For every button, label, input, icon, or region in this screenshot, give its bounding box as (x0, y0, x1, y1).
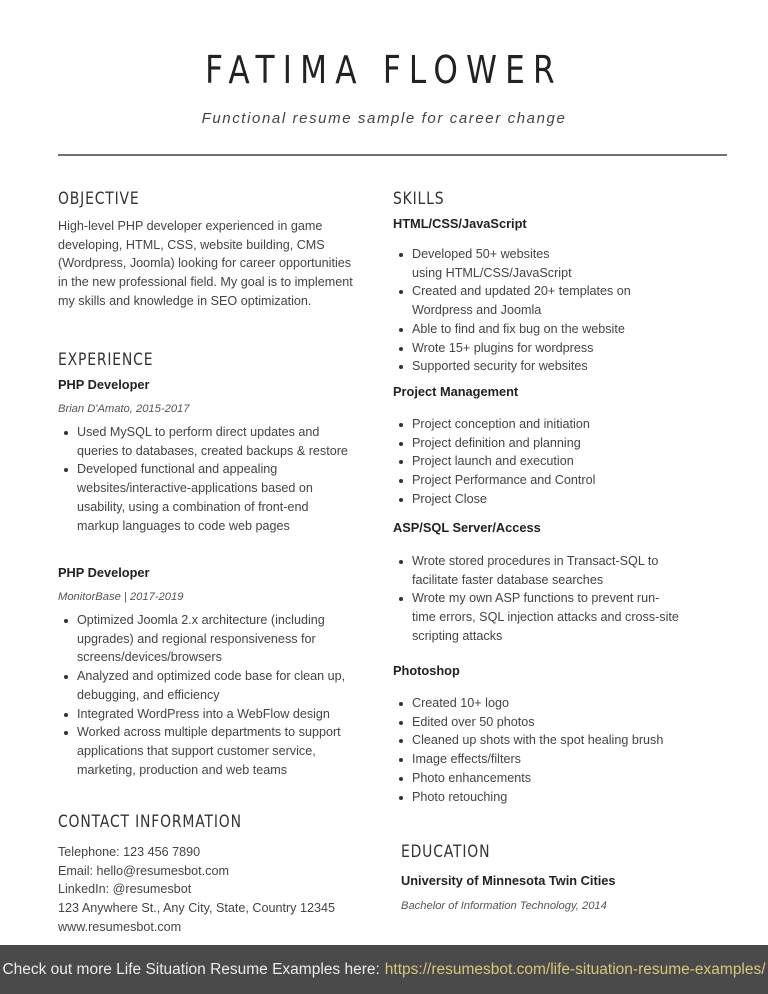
header-divider (58, 154, 727, 156)
skill-bullet: Created and updated 20+ templates on Wordpress and Joomla (393, 282, 683, 319)
skill-bullet: Photo retouching (393, 788, 713, 807)
contact-telephone: Telephone: 123 456 7890 (58, 845, 201, 859)
skill-bullet: Project Close (393, 490, 693, 509)
skill-bullet: Photo enhancements (393, 769, 713, 788)
experience-heading: EXPERIENCE (58, 350, 154, 370)
skill-bullet: Edited over 50 photos (393, 713, 713, 732)
skill-bullet: Project Performance and Control (393, 471, 693, 490)
resume-subtitle: Functional resume sample for career change (201, 110, 567, 127)
job-bullet: Used MySQL to perform direct updates and queries to databases, created backups & restore (58, 423, 348, 460)
job-title: PHP Developer (58, 377, 150, 392)
skill-bullets (393, 245, 683, 376)
job-bullet: Worked across multiple departments to support applications that support customer service, marketing, production and web teams (58, 723, 353, 779)
skill-bullet: Created 10+ logo (393, 694, 713, 713)
contact-address: 123 Anywhere St., Any City, State, Country 12345 (58, 901, 335, 916)
skill-bullet: Able to find and fix bug on the website (393, 320, 683, 339)
education-school: University of Minnesota Twin Cities (401, 873, 616, 888)
job-bullets (58, 611, 353, 779)
contact-linkedin[interactable]: LinkedIn: @resumesbot (58, 882, 192, 897)
skill-bullet: Project launch and execution (393, 452, 693, 471)
job-title: PHP Developer (58, 565, 150, 580)
education-degree: Bachelor of Information Technology, 2014 (401, 900, 607, 912)
skill-bullet: Developed 50+ websites using HTML/CSS/JavaScript (393, 245, 683, 282)
skill-bullet: Wrote 15+ plugins for wordpress (393, 339, 683, 358)
skill-bullets (393, 694, 713, 806)
skill-bullet: Project definition and planning (393, 434, 693, 453)
objective-heading: OBJECTIVE (58, 189, 140, 209)
skill-bullets (393, 415, 693, 509)
skill-group-title: Project Management (393, 384, 519, 399)
skill-bullet: Cleaned up shots with the spot healing brush (393, 731, 713, 750)
job-bullet: Optimized Joomla 2.x architecture (including upgrades) and regional responsiveness for screens/devices/browsers (58, 611, 353, 667)
skill-bullet: Wrote my own ASP functions to prevent run-time errors, SQL injection attacks and cross-site scripting attacks (393, 589, 683, 645)
job-bullet: Analyzed and optimized code base for clean up, debugging, and efficiency (58, 667, 353, 704)
job-company-dates: MonitorBase | 2017-2019 (58, 591, 184, 603)
job-bullets (58, 423, 348, 535)
contact-heading: CONTACT INFORMATION (58, 812, 242, 832)
skill-group-title: ASP/SQL Server/Access (393, 520, 541, 535)
skill-bullet: Wrote stored procedures in Transact-SQL to facilitate faster database searches (393, 552, 683, 589)
objective-text: High-level PHP developer experienced in game developing, HTML, CSS, website building, CMS (Wordpress, Joomla) looking for career opportunities in the new professional field. My goal is to implement my skills and knowledge in SEO optimization. (58, 219, 353, 308)
skill-group-title: Photoshop (393, 663, 460, 678)
contact-website[interactable]: www.resumesbot.com (58, 919, 182, 934)
footer-banner (0, 945, 768, 994)
footer-link[interactable]: https://resumesbot.com/life-situation-resume-examples/ (384, 960, 766, 978)
contact-email[interactable]: Email: hello@resumesbot.com (58, 863, 229, 878)
job-company-dates: Brian D'Amato, 2015-2017 (58, 403, 190, 415)
skill-bullet: Supported security for websites (393, 357, 683, 376)
candidate-name: FATIMA FLOWER (205, 48, 563, 92)
skills-heading: SKILLS (393, 189, 445, 209)
contact-lines (58, 843, 335, 937)
skill-group-title: HTML/CSS/JavaScript (393, 216, 527, 231)
job-bullet: Developed functional and appealing websites/interactive-applications based on usability, using a combination of front-end markup languages to code web pages (58, 460, 348, 535)
education-heading: EDUCATION (401, 842, 491, 862)
skill-bullet: Project conception and initiation (393, 415, 693, 434)
job-bullet: Integrated WordPress into a WebFlow design (58, 705, 353, 724)
skill-bullet: Image effects/filters (393, 750, 713, 769)
skill-bullets (393, 552, 683, 646)
footer-text: Check out more Life Situation Resume Examples here: (2, 960, 380, 978)
